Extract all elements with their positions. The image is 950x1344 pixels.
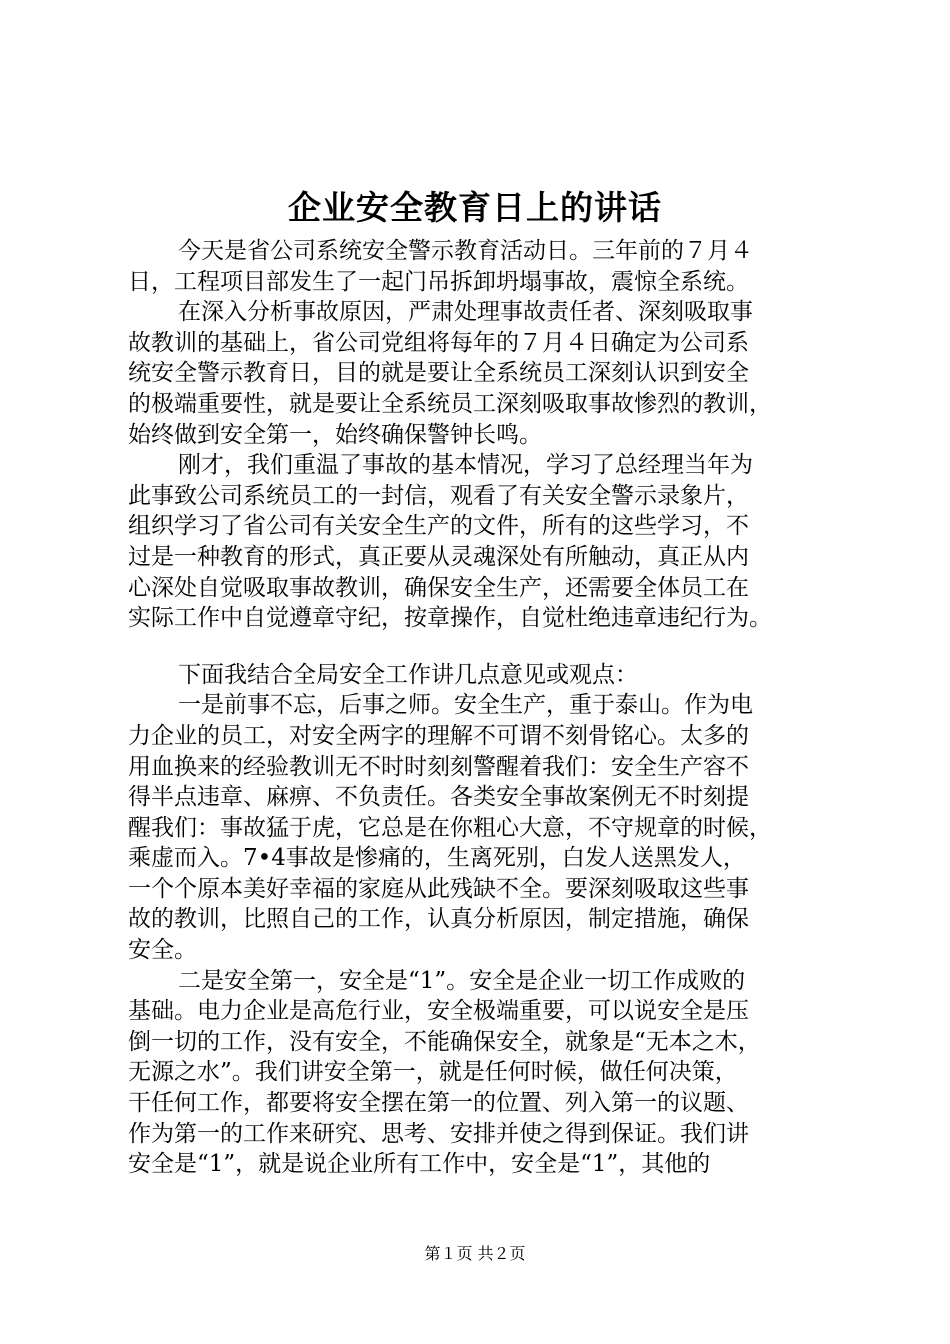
document-title: 企业安全教育日上的讲话 [288,188,662,227]
text-line: 故教训的基础上，省公司党组将每年的７月４日确定为公司系 [128,329,749,356]
text-line: 始终做到安全第一，始终确保警钟长鸣。 [128,421,542,448]
text-line: 力企业的员工，对安全两字的理解不可谓不刻骨铭心。太多的 [128,722,749,749]
text-line: 组织学习了省公司有关安全生产的文件，所有的这些学习，不 [128,513,749,540]
text-line: 一是前事不忘，后事之师。安全生产，重于泰山。作为电 [178,692,753,719]
text-line: 一个个原本美好幸福的家庭从此残缺不全。要深刻吸取这些事 [128,875,749,902]
text-line: 的极端重要性，就是要让全系统员工深刻吸取事故惨烈的教训， [128,390,772,417]
text-line: 乘虚而入。7•4事故是惨痛的，生离死别，白发人送黑发人， [128,845,746,872]
page-footer: 第１页 共２页 [424,1244,526,1263]
text-line: 刚才，我们重温了事故的基本情况，学习了总经理当年为 [178,452,753,479]
document-body [128,236,833,1180]
text-line: 心深处自觉吸取事故教训，确保安全生产，还需要全体员工在 [128,574,749,601]
text-line: 基础。电力企业是高危行业，安全极端重要，可以说安全是压 [128,998,749,1025]
text-line: 安全。 [128,937,197,964]
text-line: 下面我结合全局安全工作讲几点意见或观点： [178,661,638,688]
text-line: 实际工作中自觉遵章守纪，按章操作，自觉杜绝违章违纪行为。 [128,605,772,632]
text-line: 作为第一的工作来研究、思考、安排并使之得到保证。我们讲 [128,1120,749,1147]
text-line: 过是一种教育的形式，真正要从灵魂深处有所触动，真正从内 [128,543,749,570]
text-line: 干任何工作，都要将安全摆在第一的位置、列入第一的议题、 [128,1090,749,1117]
text-line: 得半点违章、麻痹、不负责任。各类安全事故案例无不时刻提 [128,784,749,811]
paragraph-gap [128,634,833,660]
text-line: 无源之水”。我们讲安全第一，就是任何时候，做任何决策， [128,1059,738,1086]
text-line: 日，工程项目部发生了一起门吊拆卸坍塌事故，震惊全系统。 [128,268,749,295]
text-line: 在深入分析事故原因，严肃处理事故责任者、深刻吸取事 [178,299,753,326]
text-line: 统安全警示教育日，目的就是要让全系统员工深刻认识到安全 [128,360,749,387]
text-line: 醒我们：事故猛于虎，它总是在你粗心大意，不守规章的时候， [128,814,772,841]
text-line: 用血换来的经验教训无不时时刻刻警醒着我们：安全生产容不 [128,753,749,780]
text-line: 故的教训，比照自己的工作，认真分析原因，制定措施，确保 [128,906,749,933]
text-line: 今天是省公司系统安全警示教育活动日。三年前的７月４ [178,238,753,264]
text-line: 安全是“1”，就是说企业所有工作中，安全是“1”，其他的 [128,1151,711,1178]
text-line: 倒一切的工作，没有安全，不能确保安全，就象是“无本之木， [128,1028,761,1055]
text-line: 二是安全第一，安全是“1”。安全是企业一切工作成败的 [178,967,746,994]
text-line: 此事致公司系统员工的一封信，观看了有关安全警示录象片， [128,482,749,509]
